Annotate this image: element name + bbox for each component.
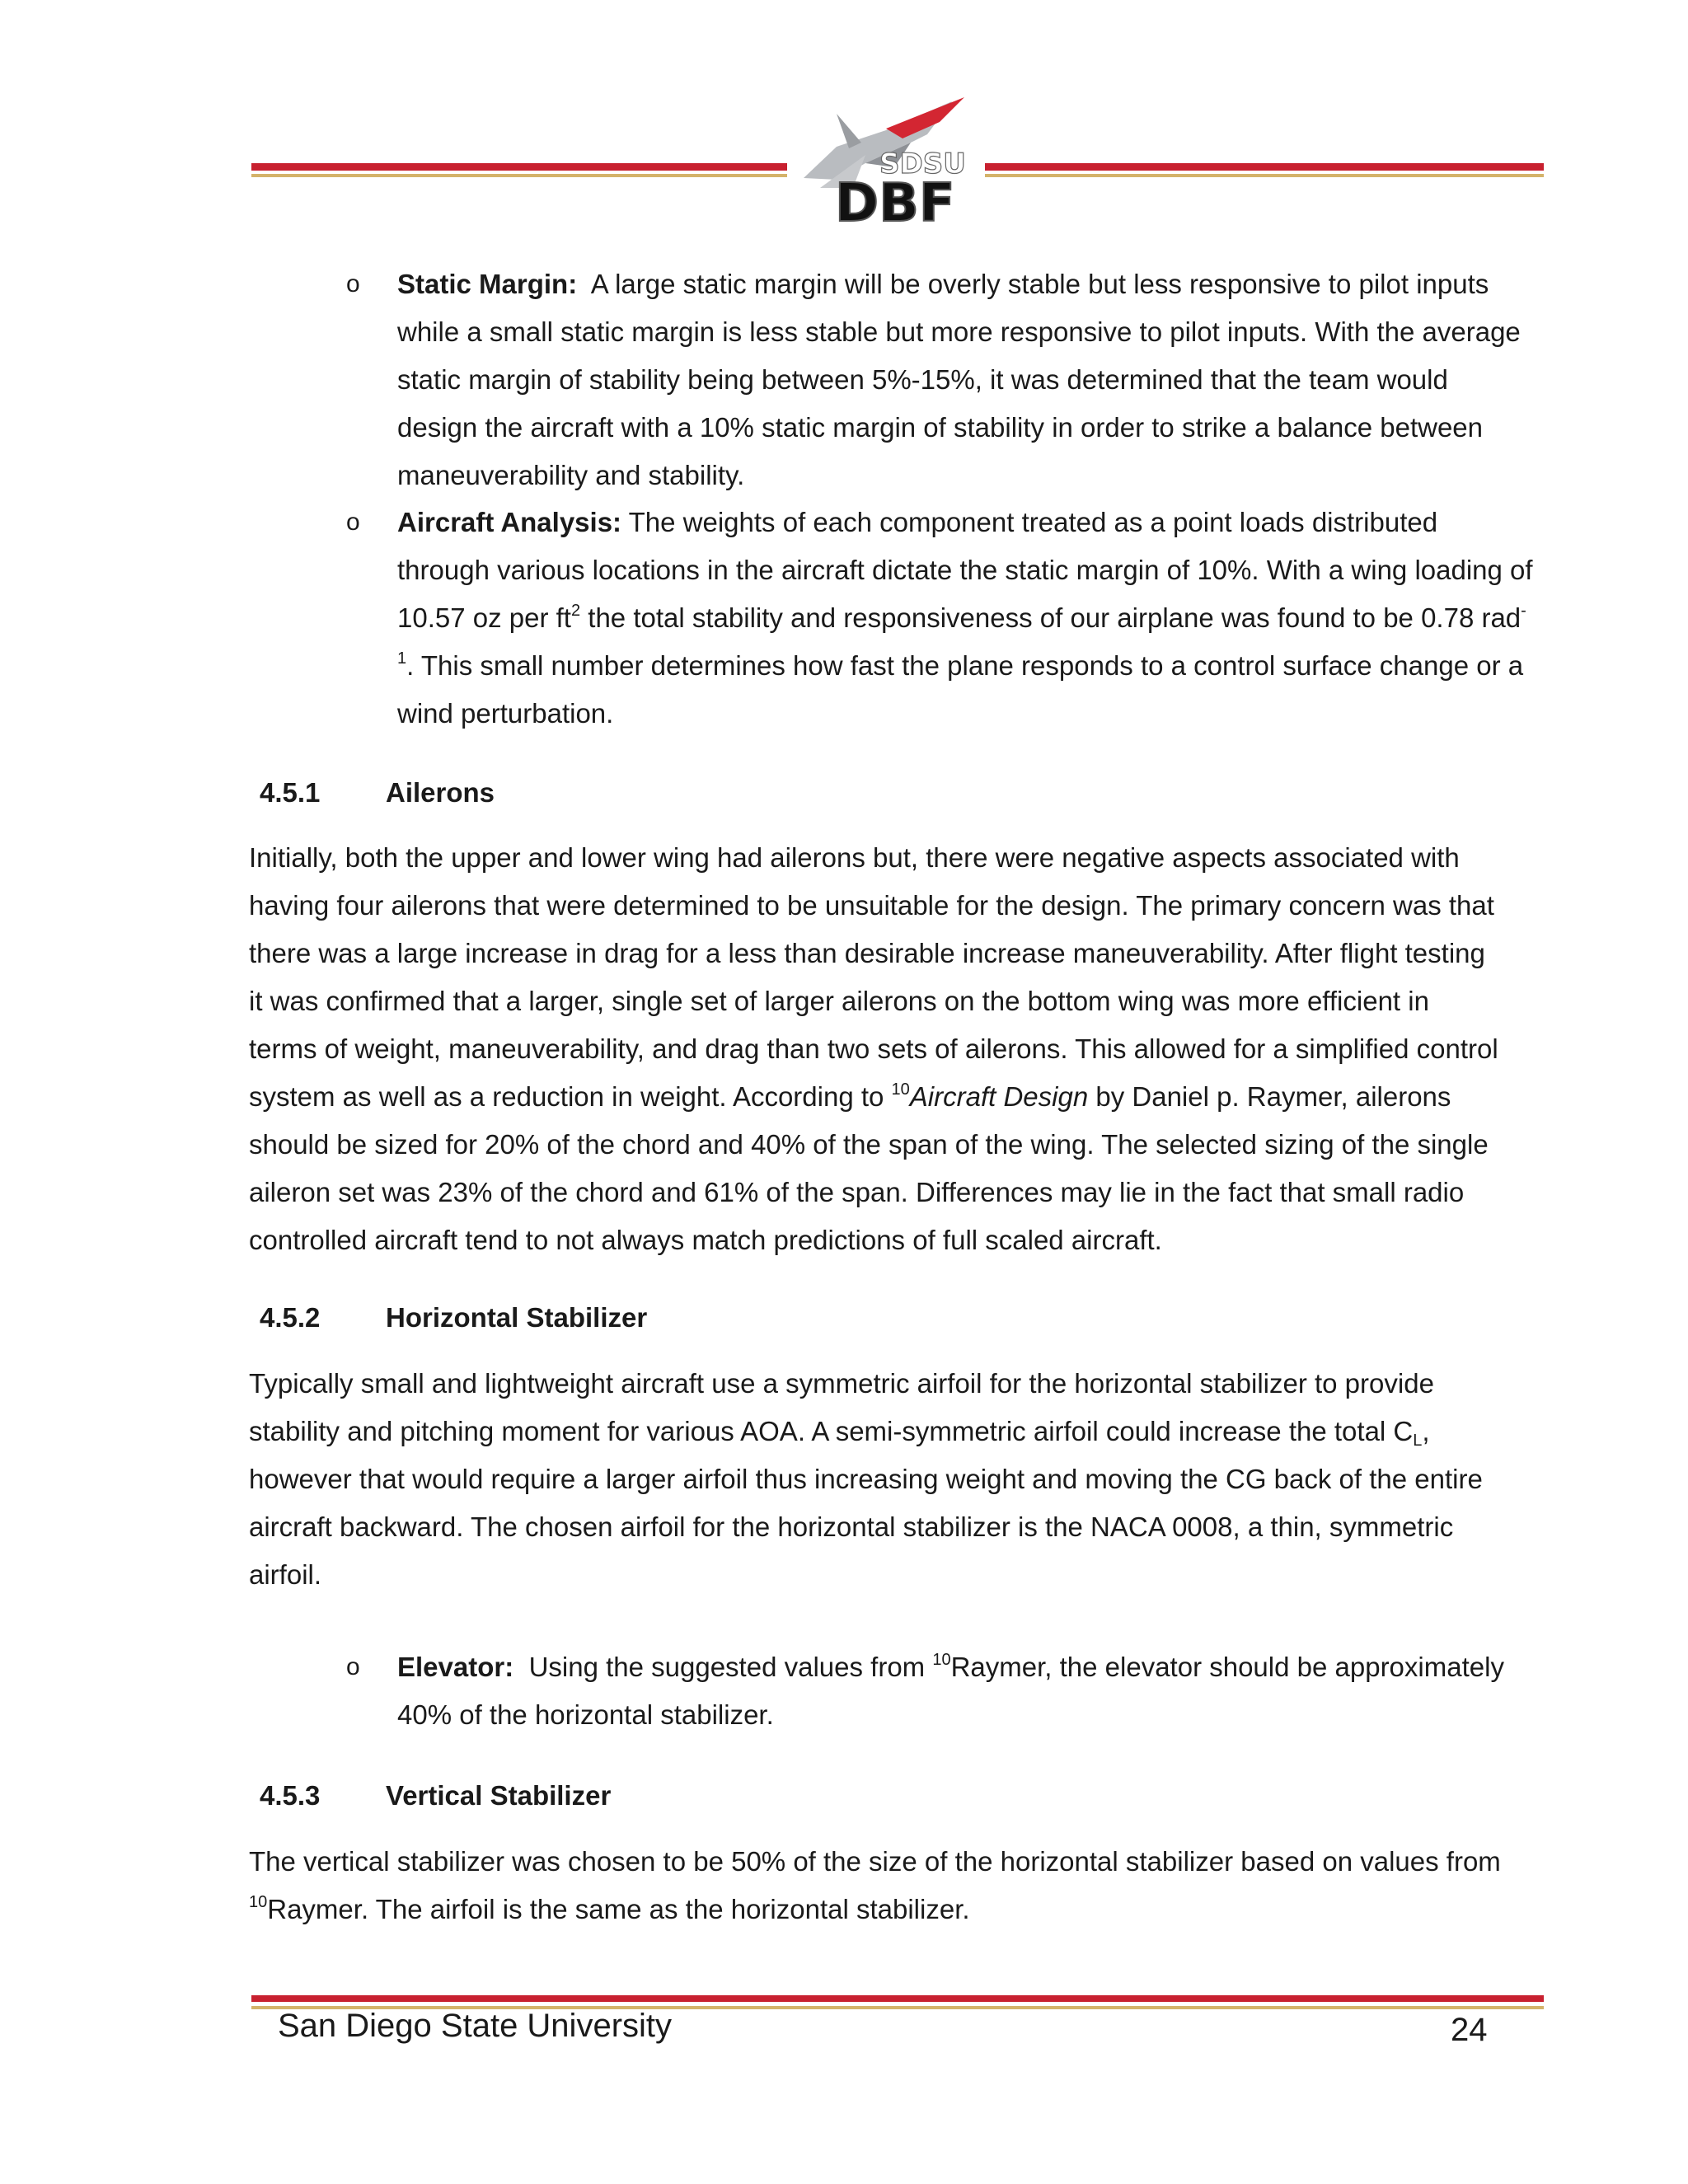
bullet-elevator — [346, 1643, 1517, 1742]
section-heading-vertical-stabilizer: 4.5.3 Vertical Stabilizer — [260, 1780, 612, 1811]
bullet-static-margin — [346, 260, 1521, 499]
bullet-aircraft-analysis-text: Aircraft Analysis: The weights of each component treated as a point loads distributed through various locations in the aircraft dictate the static margin of 10%. With a wing loading of 10.57 oz per $ft^2$ the total stability and responsiveness of our airplane was found to be 0.78 rad$^{-1}$. This small number determines how fast the plane responds to a control surface change or a wind perturbation. — [397, 507, 1533, 729]
bullet-elevator-text: Elevator: Using the suggested values from $^{10}$Raymer, the elevator should be approximately 40% of the horizontal stabilizer. — [397, 1651, 1504, 1730]
svg-text:DBF: DBF — [835, 173, 955, 234]
bullet-mark: o — [346, 270, 360, 298]
bullet-static-margin-text: Static Margin: A large static margin will be overly stable but less responsive to pilot inputs while a small static margin is less stable but more responsive to pilot inputs. With the average static margin of stability being between 5%-15%, it was determined that the team would design the aircraft with a 10% static margin of stability in order to strike a balance between maneuverability and stability. — [397, 269, 1521, 490]
bullet-mark: o — [346, 509, 360, 536]
sdsu-dbf-logo — [787, 97, 985, 237]
section-heading-ailerons: 4.5.1 Ailerons — [260, 777, 495, 808]
footer-rule-red — [251, 1995, 1544, 2002]
paragraph-ailerons: Initially, both the upper and lower wing had ailerons but, there were negative aspects associated with having four ailerons that were determined to be unsuitable for the design. The primary concern was that there was a large increase in drag for a less than desirable increase maneuverability. After flight testing it was confirmed that a larger, single set of larger ailerons on the bottom wing was more efficient in terms of weight, maneuverability, and drag than two sets of ailerons. This allowed for a simplified control system as well as a reduction in weight. According to $^{10}$Aircraft Design by Daniel p. Raymer, ailerons should be sized for 20% of the chord and 40% of the span of the wing. The selected sizing of the single aileron set was 23% of the chord and 61% of the span. Differences may lie in the fact that small radio controlled aircraft tend to not always match predictions of full scaled aircraft. — [249, 842, 1498, 1255]
svg-text:SDSU: SDSU — [879, 148, 966, 180]
bullet-aircraft-analysis — [346, 499, 1533, 738]
page-number: 24 — [1451, 2012, 1488, 2048]
bullet-mark: o — [346, 1653, 360, 1680]
bullet-title: Elevator: — [397, 1652, 514, 1682]
section-heading-horizontal-stabilizer: 4.5.2 Horizontal Stabilizer — [260, 1302, 648, 1333]
footer-institution: San Diego State University — [278, 2008, 673, 2044]
bullet-title: Static Margin: — [397, 269, 578, 299]
bullet-title: Aircraft Analysis: — [397, 507, 622, 537]
paragraph-horizontal-stabilizer: Typically small and lightweight aircraft use a symmetric airfoil for the horizontal stabilizer to provide stability and pitching moment for various AOA. A semi-symmetric airfoil could increase the total $C_L$, however that would require a larger airfoil thus increasing weight and moving the CG back of the entire aircraft backward. The chosen airfoil for the horizontal stabilizer is the NACA 0008, a thin, symmetric airfoil. — [249, 1368, 1483, 1590]
book-title: Aircraft Design — [909, 1081, 1089, 1112]
paragraph-vertical-stabilizer: The vertical stabilizer was chosen to be 50% of the size of the horizontal stabilizer based on values from $^{10}$Raymer. The airfoil is the same as the horizontal stabilizer. — [249, 1846, 1501, 1924]
